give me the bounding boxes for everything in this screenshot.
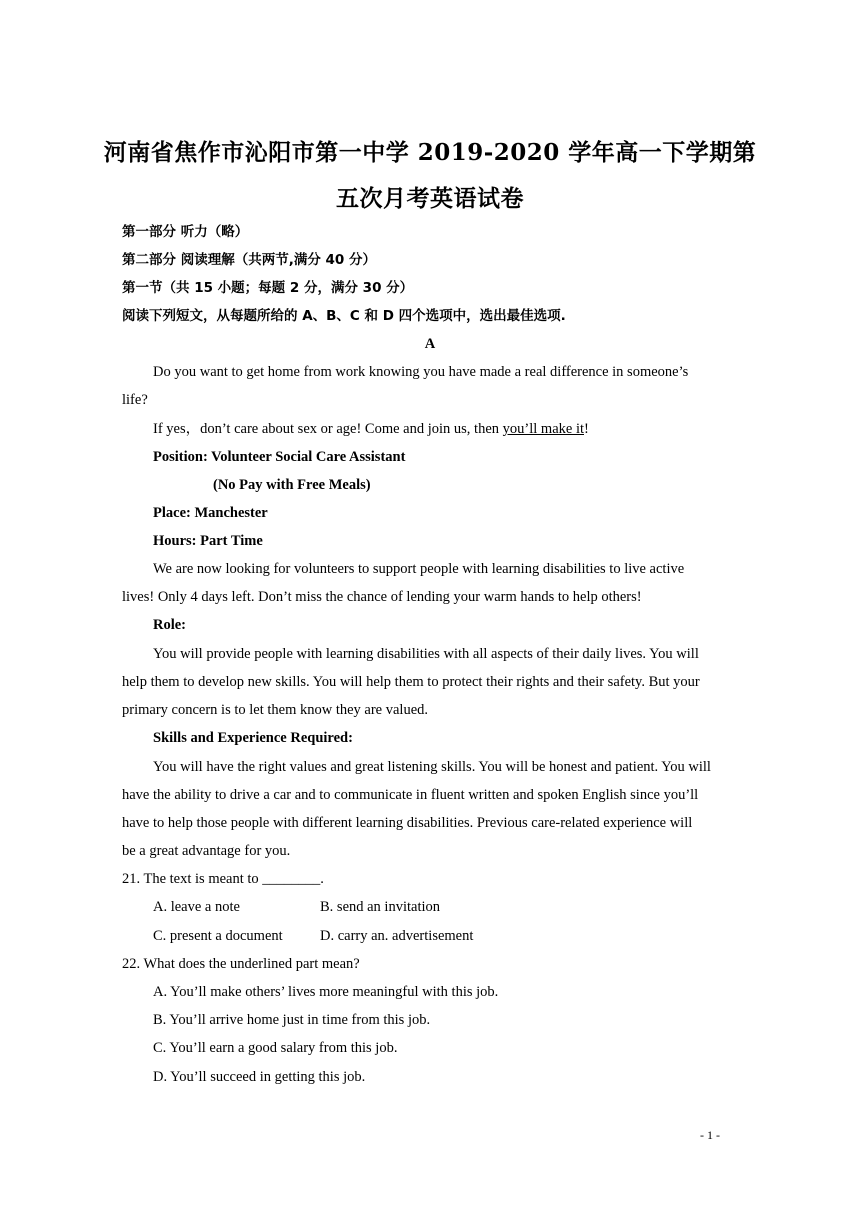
part-one-heading: 第一部分 听力（略） xyxy=(122,224,249,240)
page-number: - 1 - xyxy=(700,1128,720,1142)
question-21-stem: 21. The text is meant to ________. xyxy=(122,871,324,887)
question-22-option-b[interactable]: B. You’ll arrive home just in time from this job. xyxy=(153,1012,431,1028)
passage-p4-line1: You will provide people with learning disabilities with all aspects of their daily lives. You will xyxy=(153,646,699,662)
passage-p5-line1: You will have the right values and great listening skills. You will be honest and patient. You will xyxy=(153,759,711,775)
question-21-option-d[interactable]: D. carry an. advertisement xyxy=(320,928,474,944)
passage-p2-text: If yes，don’t care about sex or age! Come and join us, then xyxy=(153,421,503,437)
question-22-option-a[interactable]: A. You’ll make others’ lives more meaningful with this job. xyxy=(153,984,499,1000)
question-22-option-d[interactable]: D. You’ll succeed in getting this job. xyxy=(153,1069,366,1085)
hours-line: Hours: Part Time xyxy=(153,533,263,549)
passage-p5-line2: have the ability to drive a car and to communicate in fluent written and spoken English since you’ll xyxy=(122,787,699,803)
passage-p3-line1: We are now looking for volunteers to support people with learning disabilities to live active xyxy=(153,561,685,577)
part-two-heading: 第二部分 阅读理解（共两节,满分 40 分） xyxy=(122,252,377,268)
passage-p3-line2: lives! Only 4 days left. Don’t miss the chance of lending your warm hands to help others! xyxy=(122,589,642,605)
question-22-stem: 22. What does the underlined part mean? xyxy=(122,956,360,972)
passage-p4-line2: help them to develop new skills. You will help them to protect their rights and their safety. But your xyxy=(122,674,700,690)
position-line: Position: Volunteer Social Care Assistant xyxy=(153,449,406,465)
section-one-heading: 第一节（共 15 小题；每题 2 分，满分 30 分） xyxy=(122,280,414,296)
role-heading: Role: xyxy=(153,617,187,633)
question-21-option-b[interactable]: B. send an invitation xyxy=(320,899,441,915)
document-title-line-2: 五次月考英语试卷 xyxy=(336,185,524,212)
passage-p1-line1: Do you want to get home from work knowing you have made a real difference in someone’s xyxy=(153,364,689,380)
question-22-option-c[interactable]: C. You’ll earn a good salary from this job. xyxy=(153,1040,398,1056)
instruction-text: 阅读下列短文，从每题所给的 A、B、C 和 D 四个选项中，选出最佳选项. xyxy=(122,308,566,324)
question-21-option-a[interactable]: A. leave a note xyxy=(153,899,240,915)
place-line: Place: Manchester xyxy=(153,505,268,521)
question-21-options-row1 xyxy=(153,897,773,917)
passage-p1-line2: life? xyxy=(122,392,148,408)
skills-heading: Skills and Experience Required: xyxy=(153,730,353,746)
passage-p5-line3: have to help those people with different learning disabilities. Previous care-related experience will xyxy=(122,815,693,831)
passage-p4-line3: primary concern is to let them know they are valued. xyxy=(122,702,429,718)
document-title-line-1: 河南省焦作市沁阳市第一中学 2019-2020 学年高一下学期第 xyxy=(103,139,757,166)
question-21-option-c[interactable]: C. present a document xyxy=(153,928,283,944)
underlined-phrase: you’ll make it xyxy=(502,421,584,437)
pay-line: (No Pay with Free Meals) xyxy=(213,477,371,493)
passage-label: A xyxy=(424,336,436,352)
passage-p5-line4: be a great advantage for you. xyxy=(122,843,291,859)
passage-p2-end: ! xyxy=(584,421,589,437)
passage-p2 xyxy=(153,419,773,439)
question-21-options-row2 xyxy=(153,926,773,946)
